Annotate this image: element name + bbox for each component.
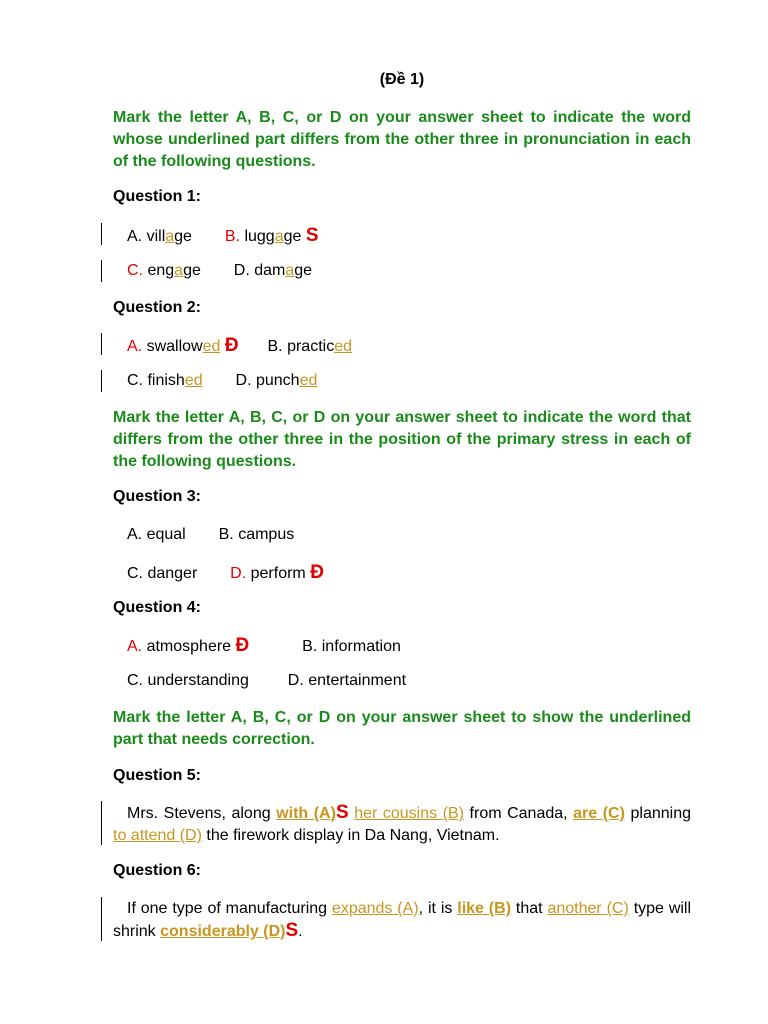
question-6-sentence: If one type of manufacturing expands (A), it is like (B) that another (C) type will shrink considerably (D)S. <box>113 900 692 941</box>
option-c[interactable]: C. engage <box>127 262 201 279</box>
question-2-row-2 <box>127 372 317 390</box>
question-3-row-1 <box>127 526 294 544</box>
margin-bar <box>101 333 102 355</box>
question-1-row-1 <box>127 225 319 247</box>
margin-bar <box>101 801 102 845</box>
question-4-row-1 <box>127 635 401 657</box>
option-b[interactable]: B. campus <box>218 526 295 543</box>
question-5-sentence: Mrs. Stevens, along with (A)S her cousins (B) from Canada, are (C) planning to attend (D) the firework display in Da Nang, Vietnam. <box>113 802 692 844</box>
part-a[interactable]: with (A) <box>276 805 336 822</box>
option-a[interactable]: A. village <box>127 228 192 245</box>
option-a[interactable]: A. equal <box>127 526 186 543</box>
option-b[interactable]: B. luggage S <box>224 225 319 246</box>
wrong-mark: S <box>335 802 349 823</box>
part-c[interactable]: are (C) <box>573 805 625 822</box>
correct-mark: Đ <box>310 562 324 583</box>
part-a[interactable]: expands (A) <box>331 900 419 917</box>
option-c[interactable]: C. danger <box>127 565 198 582</box>
option-c[interactable]: C. understanding <box>127 672 249 689</box>
margin-bar <box>101 223 102 245</box>
option-d[interactable]: D. entertainment <box>287 672 407 689</box>
option-a[interactable]: A. atmosphere Đ <box>127 635 250 656</box>
question-2-row-1 <box>127 335 352 357</box>
question-5-label: Question 5: <box>113 767 202 784</box>
question-3-label: Question 3: <box>113 488 202 505</box>
instruction-pronunciation: Mark the letter A, B, C, or D on your answer sheet to indicate the word whose underlined part differs from the other three in pronunciation in each of the following questions. <box>113 109 691 170</box>
question-4-row-2 <box>127 672 406 690</box>
instruction-correction: Mark the letter A, B, C, or D on your answer sheet to show the underlined part that needs correction. <box>113 709 691 748</box>
question-1-label: Question 1: <box>113 188 202 205</box>
margin-bar <box>101 370 102 392</box>
option-d[interactable]: D. damage <box>233 262 313 279</box>
instruction-stress: Mark the letter A, B, C, or D on your answer sheet to indicate the word that differs from the other three in the position of the primary stress in each of the following questions. <box>113 409 691 470</box>
wrong-mark: S <box>305 225 319 246</box>
option-b[interactable]: B. information <box>302 638 401 655</box>
margin-bar <box>101 897 102 941</box>
part-c[interactable]: another (C) <box>547 900 629 917</box>
question-4-label: Question 4: <box>113 599 202 616</box>
option-c[interactable]: C. finished <box>127 372 203 389</box>
question-3-row-2 <box>127 562 324 584</box>
option-b[interactable]: B. practiced <box>267 338 352 355</box>
option-a[interactable]: A. swallowed Đ <box>127 335 239 356</box>
question-1-row-2 <box>127 262 312 280</box>
part-b[interactable]: her cousins (B) <box>354 805 464 822</box>
wrong-mark: S <box>285 920 299 941</box>
part-d[interactable]: considerably (D) <box>160 923 286 940</box>
option-d[interactable]: D. punched <box>235 372 318 389</box>
question-6-label: Question 6: <box>113 862 202 879</box>
question-2-label: Question 2: <box>113 299 202 316</box>
option-d[interactable]: D. perform Đ <box>230 562 324 583</box>
part-b[interactable]: like (B) <box>457 900 512 917</box>
margin-bar <box>101 260 102 282</box>
part-d[interactable]: to attend (D) <box>113 827 202 844</box>
correct-mark: Đ <box>235 635 250 656</box>
page-title: (Đề 1) <box>379 71 425 88</box>
correct-mark: Đ <box>224 335 239 356</box>
